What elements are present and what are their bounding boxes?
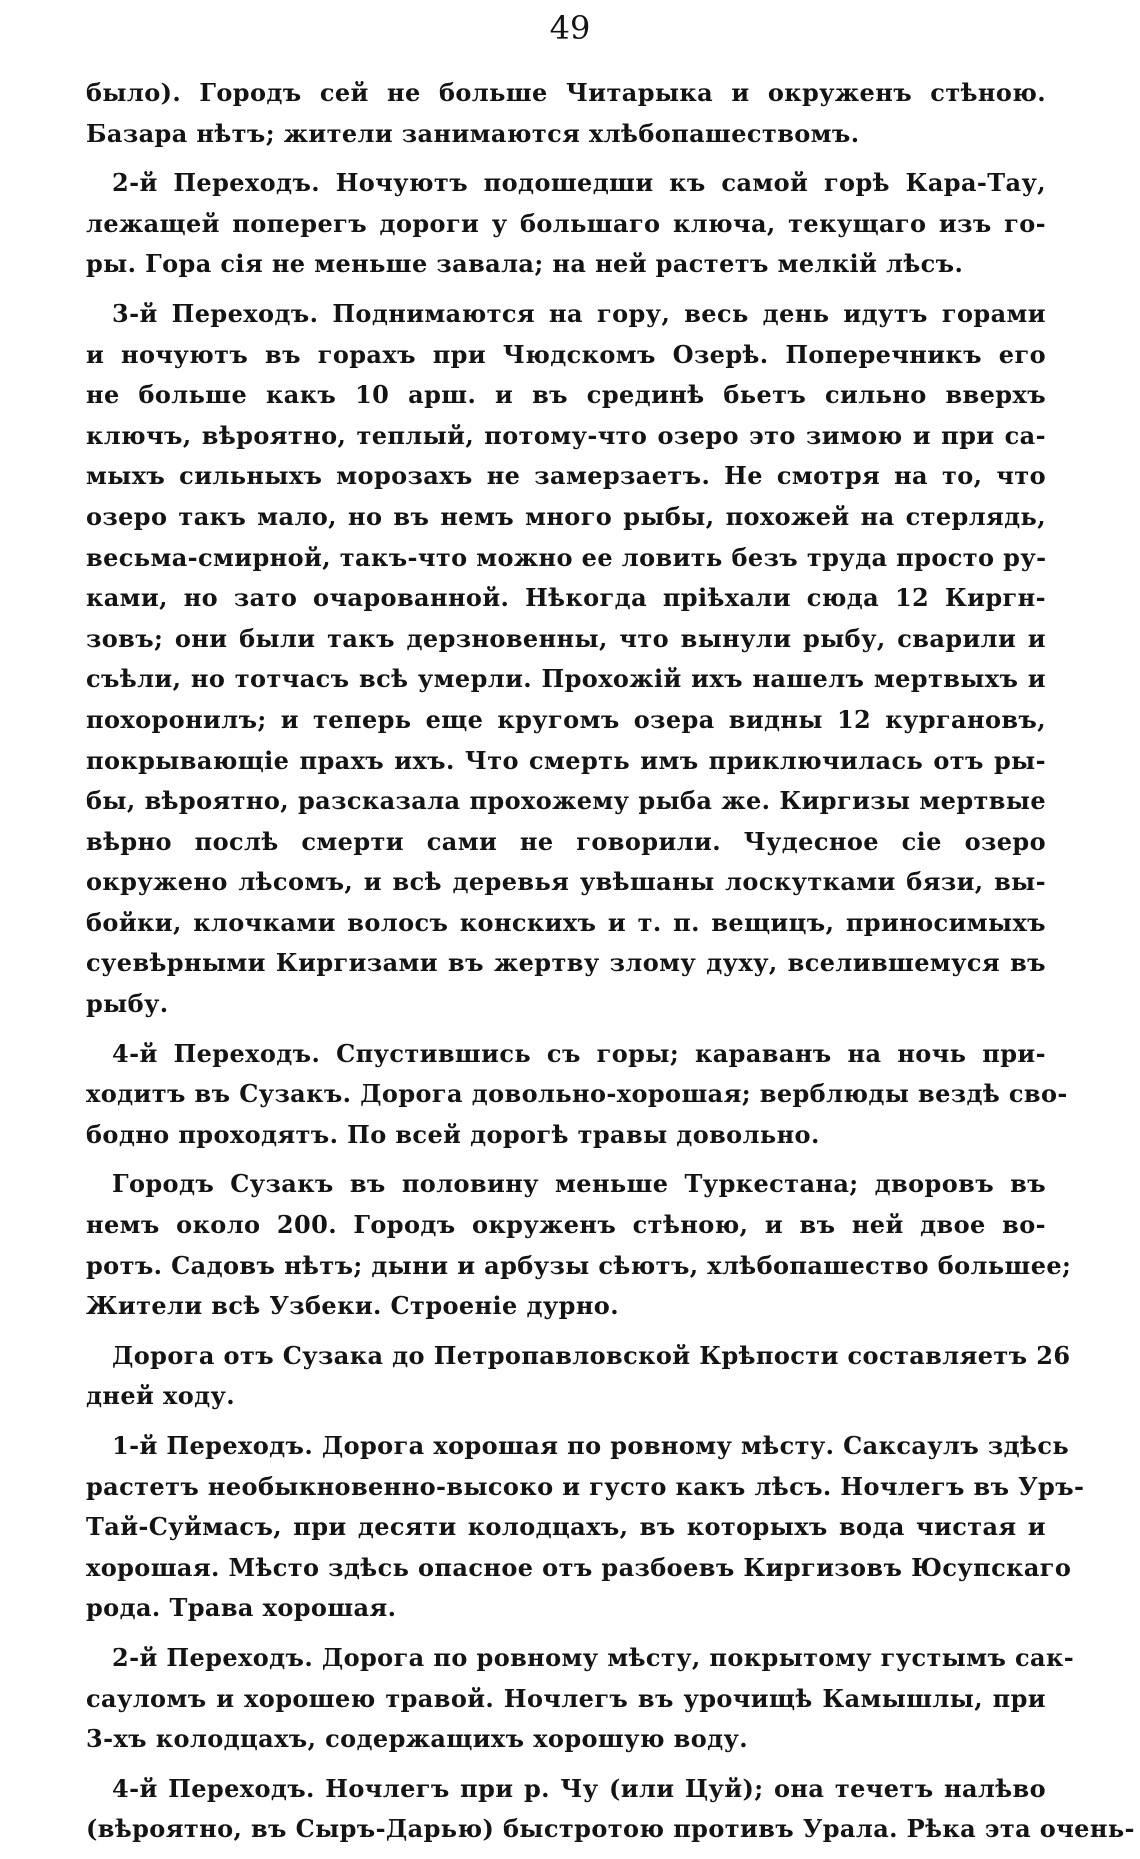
text-line: бы, вѣроятно, разсказала прохожему рыба же. Киргизы мертвые bbox=[86, 786, 1046, 816]
text-line: и ночуютъ въ горахъ при Чюдскомъ Озерѣ. Поперечникъ его bbox=[86, 339, 1046, 369]
paragraph bbox=[86, 1769, 1135, 1850]
text-line: ками, но зато очарованной. Нѣкогда пріѣхали сюда 12 Киргн- bbox=[86, 583, 1046, 613]
text-line: 2-й Переходъ. Дорога по ровному мѣсту, покрытому густымъ сак- bbox=[112, 1642, 1075, 1672]
text-line: похоронилъ; и теперь еще кругомъ озера видны 12 кургановъ, bbox=[86, 704, 1046, 734]
text-line: дней ходу. bbox=[86, 1381, 236, 1411]
text-line: 4-й Переходъ. Ночлегъ при р. Чу (или Цуй); она течетъ налѣво bbox=[112, 1773, 1046, 1803]
paragraph bbox=[86, 1638, 1075, 1760]
text-line: 4-й Переходъ. Спустившись съ горы; караванъ на ночь при- bbox=[112, 1038, 1046, 1068]
text-line: 1-й Переходъ. Дорога хорошая по ровному мѣсту. Саксаулъ здѣсь bbox=[112, 1431, 1070, 1460]
text-line: Жители всѣ Узбеки. Строеніе дурно. bbox=[86, 1291, 619, 1321]
text-line: рыбу. bbox=[86, 989, 169, 1019]
paragraph bbox=[86, 1034, 1068, 1156]
text-line: покрывающіе прахъ ихъ. Что смерть имъ приключилась отъ ры- bbox=[86, 745, 1046, 775]
paragraph bbox=[86, 1336, 1071, 1417]
text-line: ротъ. Садовъ нѣтъ; дыни и арбузы сѣютъ, хлѣбопашество большее; bbox=[86, 1250, 1072, 1280]
text-line: хорошая. Мѣсто здѣсь опасное отъ разбоевъ Киргизовъ Юсупскаго bbox=[86, 1552, 1072, 1582]
text-line: Тай-Суймасъ, при десяти колодцахъ, въ которыхъ вода чистая и bbox=[86, 1512, 1046, 1542]
text-line: ры. Гора сія не меньше завала; на ней растетъ мелкій лѣсъ. bbox=[86, 249, 964, 279]
text-line: 3-хъ колодцахъ, содержащихъ хорошую воду. bbox=[86, 1724, 749, 1754]
page-body bbox=[86, 73, 1135, 1859]
text-line: растетъ необыкновенно-высоко и густо какъ лѣсъ. Ночлегъ въ Уръ- bbox=[86, 1471, 1085, 1501]
text-line: 3-й Переходъ. Поднимаются на гору, весь день идутъ горами bbox=[112, 298, 1046, 328]
text-line: весьма-смирной, такъ-что можно ее ловить безъ труда просто ру- bbox=[86, 542, 1047, 572]
text-line: ключъ, вѣроятно, теплый, потому-что озеро это зимою и при са- bbox=[86, 420, 1046, 450]
text-line: рода. Трава хорошая. bbox=[86, 1593, 397, 1623]
text-line: 2-й Переходъ. Ночуютъ подошедши къ самой горѣ Кара-Тау, bbox=[112, 168, 1046, 198]
text-line: не больше какъ 10 арш. и въ срединѣ бьетъ сильно вверхъ bbox=[86, 380, 1046, 410]
text-line: съѣли, но тотчасъ всѣ умерли. Прохожій ихъ нашелъ мертвыхъ и bbox=[86, 664, 1046, 694]
text-line: мыхъ сильныхъ морозахъ не замерзаетъ. Не смотря на то, что bbox=[86, 461, 1046, 491]
text-line: ходитъ въ Сузакъ. Дорога довольно-хорошая; верблюды вездѣ сво- bbox=[86, 1079, 1068, 1109]
text-line: было). Городъ сей не больше Читарыка и окруженъ стѣною. bbox=[86, 78, 1046, 107]
paragraph bbox=[86, 1426, 1085, 1629]
page-number: 49 bbox=[549, 9, 591, 47]
text-line: сауломъ и хорошею травой. Ночлегъ въ урочищѣ Камышлы, при bbox=[86, 1683, 1046, 1713]
text-line: бойки, клочками волосъ конскихъ и т. п. вещицъ, приносимыхъ bbox=[86, 907, 1046, 937]
paragraph bbox=[86, 1164, 1072, 1326]
text-line: Городъ Сузакъ въ половину меньше Туркестана; дворовъ въ bbox=[112, 1169, 1046, 1199]
text-line: суевѣрными Киргизами въ жертву злому духу, вселившемуся въ bbox=[86, 948, 1046, 978]
text-line: (вѣроятно, въ Сыръ-Дарью) быстротою противъ Урала. Рѣка эта очень- bbox=[86, 1814, 1135, 1844]
text-line: лежащей поперегъ дороги у большаго ключа, текущаго изъ го- bbox=[86, 208, 1046, 238]
text-line: вѣрно послѣ смерти сами не говорили. Чудесное сіе озеро bbox=[86, 826, 1046, 856]
text-line: окружено лѣсомъ, и всѣ деревья увѣшаны лоскутками бязи, вы- bbox=[86, 867, 1046, 897]
text-line: Дорога отъ Сузака до Петропавловской Крѣпости составляетъ 26 bbox=[112, 1340, 1071, 1370]
text-line: немъ около 200. Городъ окруженъ стѣною, и въ ней двое во- bbox=[86, 1210, 1046, 1240]
text-line: озеро такъ мало, но въ немъ много рыбы, похожей на стерлядь, bbox=[86, 501, 1046, 531]
text-line: зовъ; они были такъ дерзновенны, что вынули рыбу, сварили и bbox=[86, 623, 1046, 653]
paragraph bbox=[86, 163, 1046, 285]
paragraph bbox=[86, 73, 1046, 154]
text-line: бодно проходятъ. По всей дорогѣ травы довольно. bbox=[86, 1119, 820, 1149]
text-line: Базара нѣтъ; жители занимаются хлѣбопашествомъ. bbox=[86, 118, 860, 148]
paragraph bbox=[86, 294, 1046, 1025]
